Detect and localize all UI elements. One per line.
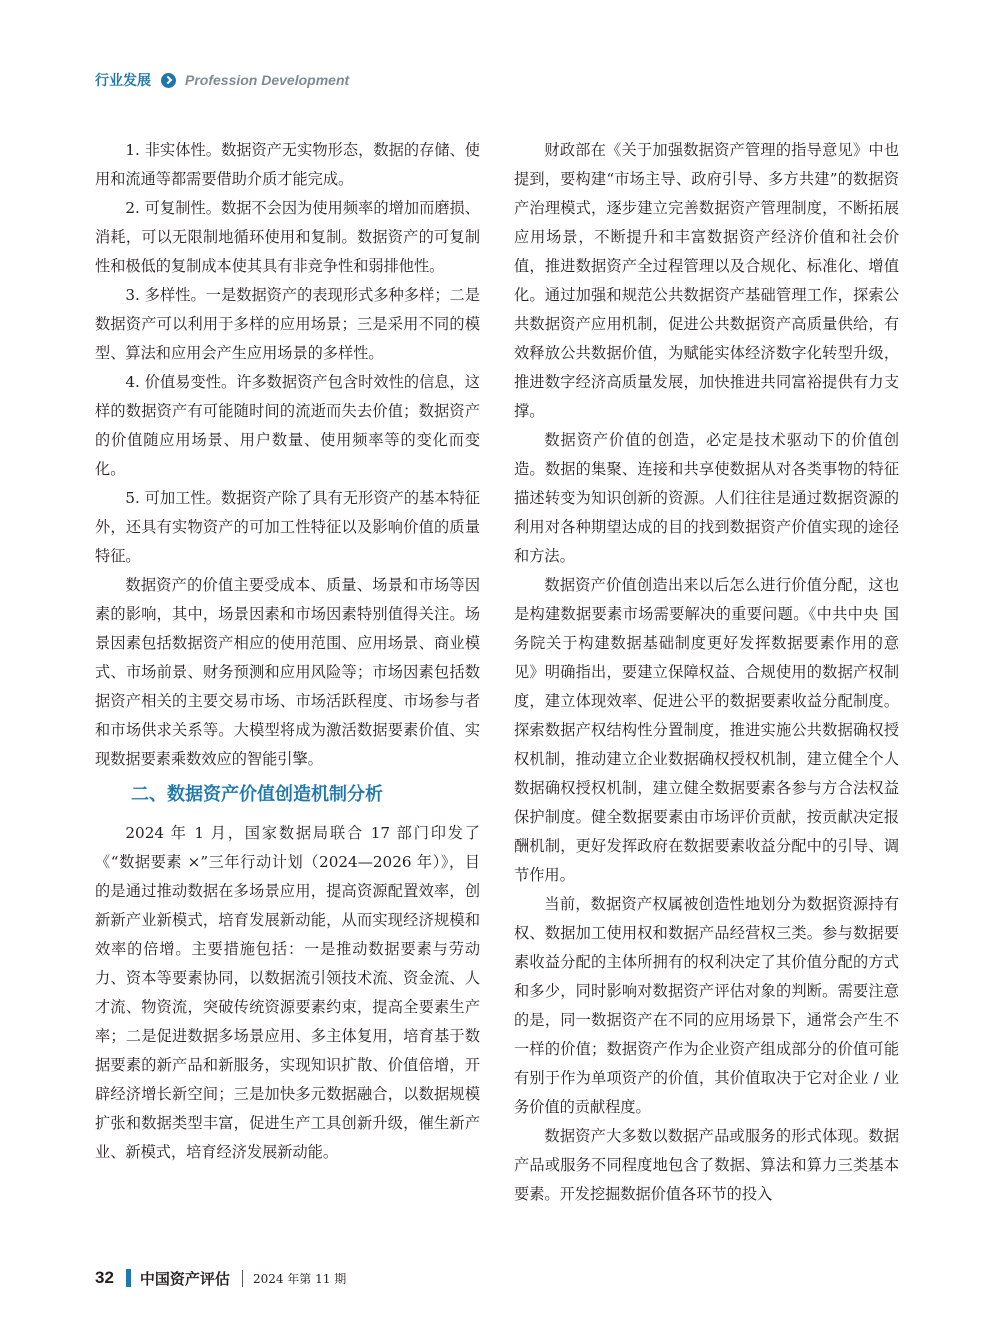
paragraph: 当前，数据资产权属被创造性地划分为数据资源持有权、数据加工使用权和数据产品经营权三类。参与数据要素收益分配的主体所拥有的权利决定了其价值分配的方式和多少，同时影响对数据资产评估对象的判断。需要注意的是，同一数据资产在不同的应用场景下，通常会产生不一样的价值；数据资产作为企业资产组成部分的价值可能有别于作为单项资产的价值，其价值取决于它对企业 / 业务价值的贡献程度。 — [514, 895, 899, 1116]
paragraph: 数据资产大多数以数据产品或服务的形式体现。数据产品或服务不同程度地包含了数据、算法和算力三类基本要素。开发挖掘数据价值各环节的投入 — [514, 1127, 899, 1203]
journal-title: 中国资产评估 — [139, 1269, 230, 1288]
section-title-en: Profession Development — [185, 72, 350, 88]
running-footer — [95, 1266, 346, 1290]
chevron-right-icon — [161, 73, 176, 88]
section-heading: 二、数据资产价值创造机制分析 — [131, 784, 383, 805]
issue-label: 2024 年第 11 期 — [252, 1271, 347, 1286]
footer-separator — [242, 1270, 243, 1287]
running-header — [95, 68, 349, 92]
left-column — [95, 136, 480, 1167]
page-number: 32 — [95, 1268, 114, 1287]
paragraph: 数据资产价值的创造，必定是技术驱动下的价值创造。数据的集聚、连接和共享使数据从对各类事物的特征描述转变为知识创新的资源。人们往往是通过数据资源的利用对各种期望达成的目的找到数据资产价值实现的途径和方法。 — [514, 431, 899, 565]
paragraph: 1. 非实体性。数据资产无实物形态，数据的存储、使用和流通等都需要借助介质才能完成。 — [95, 141, 480, 188]
footer-divider-bar — [126, 1269, 131, 1287]
section-title-cn: 行业发展 — [95, 73, 151, 89]
right-column — [514, 136, 899, 1209]
paragraph: 数据资产价值创造出来以后怎么进行价值分配，这也是构建数据要素市场需要解决的重要问题。《中共中央 国务院关于构建数据基础制度更好发挥数据要素作用的意见》明确指出，要建立保障权益、合规使用的数据产权制度，建立体现效率、促进公平的数据要素收益分配制度。探索数据产权结构性分置制度，推进实施公共数据确权授权机制，推动建立企业数据确权授权机制，建立健全个人数据确权授权机制，建立健全数据要素各参与方合法权益保护制度。健全数据要素由市场评价贡献，按贡献决定报酬机制，更好发挥政府在数据要素收益分配中的引导、调节作用。 — [514, 576, 899, 884]
paragraph: 2. 可复制性。数据不会因为使用频率的增加而磨损、消耗，可以无限制地循环使用和复制。数据资产的可复制性和极低的复制成本使其具有非竞争性和弱排他性。 — [95, 199, 480, 275]
paragraph: 数据资产的价值主要受成本、质量、场景和市场等因素的影响，其中，场景因素和市场因素特别值得关注。场景因素包括数据资产相应的使用范围、应用场景、商业模式、市场前景、财务预测和应用风险等；市场因素包括数据资产相关的主要交易市场、市场活跃程度、市场参与者和市场供求关系等。大模型将成为激活数据要素价值、实现数据要素乘数效应的智能引擎。 — [95, 576, 480, 768]
paragraph: 4. 价值易变性。许多数据资产包含时效性的信息，这样的数据资产有可能随时间的流逝而失去价值；数据资产的价值随应用场景、用户数量、使用频率等的变化而变化。 — [95, 373, 480, 478]
paragraph: 2024 年 1 月，国家数据局联合 17 部门印发了《“数据要素 ×”三年行动计划（2024—2026 年）》，目的是通过推动数据在多场景应用，提高资源配置效率，创新新产业新模式，培育发展新动能，从而实现经济规模和效率的倍增。主要措施包括：一是推动数据要素与劳动力、资本等要素协同，以数据流引领技术流、资金流、人才流、物资流，突破传统资源要素约束，提高全要素生产率；二是促进数据多场景应用、多主体复用，培育基于数据要素的新产品和新服务，实现知识扩散、价值倍增，开辟经济增长新空间；三是加快多元数据融合，以数据规模扩张和数据类型丰富，促进生产工具创新升级，催生新产业、新模式，培育经济发展新动能。 — [95, 824, 480, 1161]
paragraph: 财政部在《关于加强数据资产管理的指导意见》中也提到，要构建“市场主导、政府引导、多方共建”的数据资产治理模式，逐步建立完善数据资产管理制度，不断拓展应用场景，不断提升和丰富数据资产经济价值和社会价值，推进数据资产全过程管理以及合规化、标准化、增值化。通过加强和规范公共数据资产基础管理工作，探索公共数据资产应用机制，促进公共数据资产高质量供给，有效释放公共数据价值，为赋能实体经济数字化转型升级，推进数字经济高质量发展，加快推进共同富裕提供有力支撑。 — [514, 141, 899, 420]
paragraph: 3. 多样性。一是数据资产的表现形式多种多样；二是数据资产可以利用于多样的应用场景；三是采用不同的模型、算法和应用会产生应用场景的多样性。 — [95, 286, 480, 362]
paragraph: 5. 可加工性。数据资产除了具有无形资产的基本特征外，还具有实物资产的可加工性特征以及影响价值的质量特征。 — [95, 489, 480, 565]
